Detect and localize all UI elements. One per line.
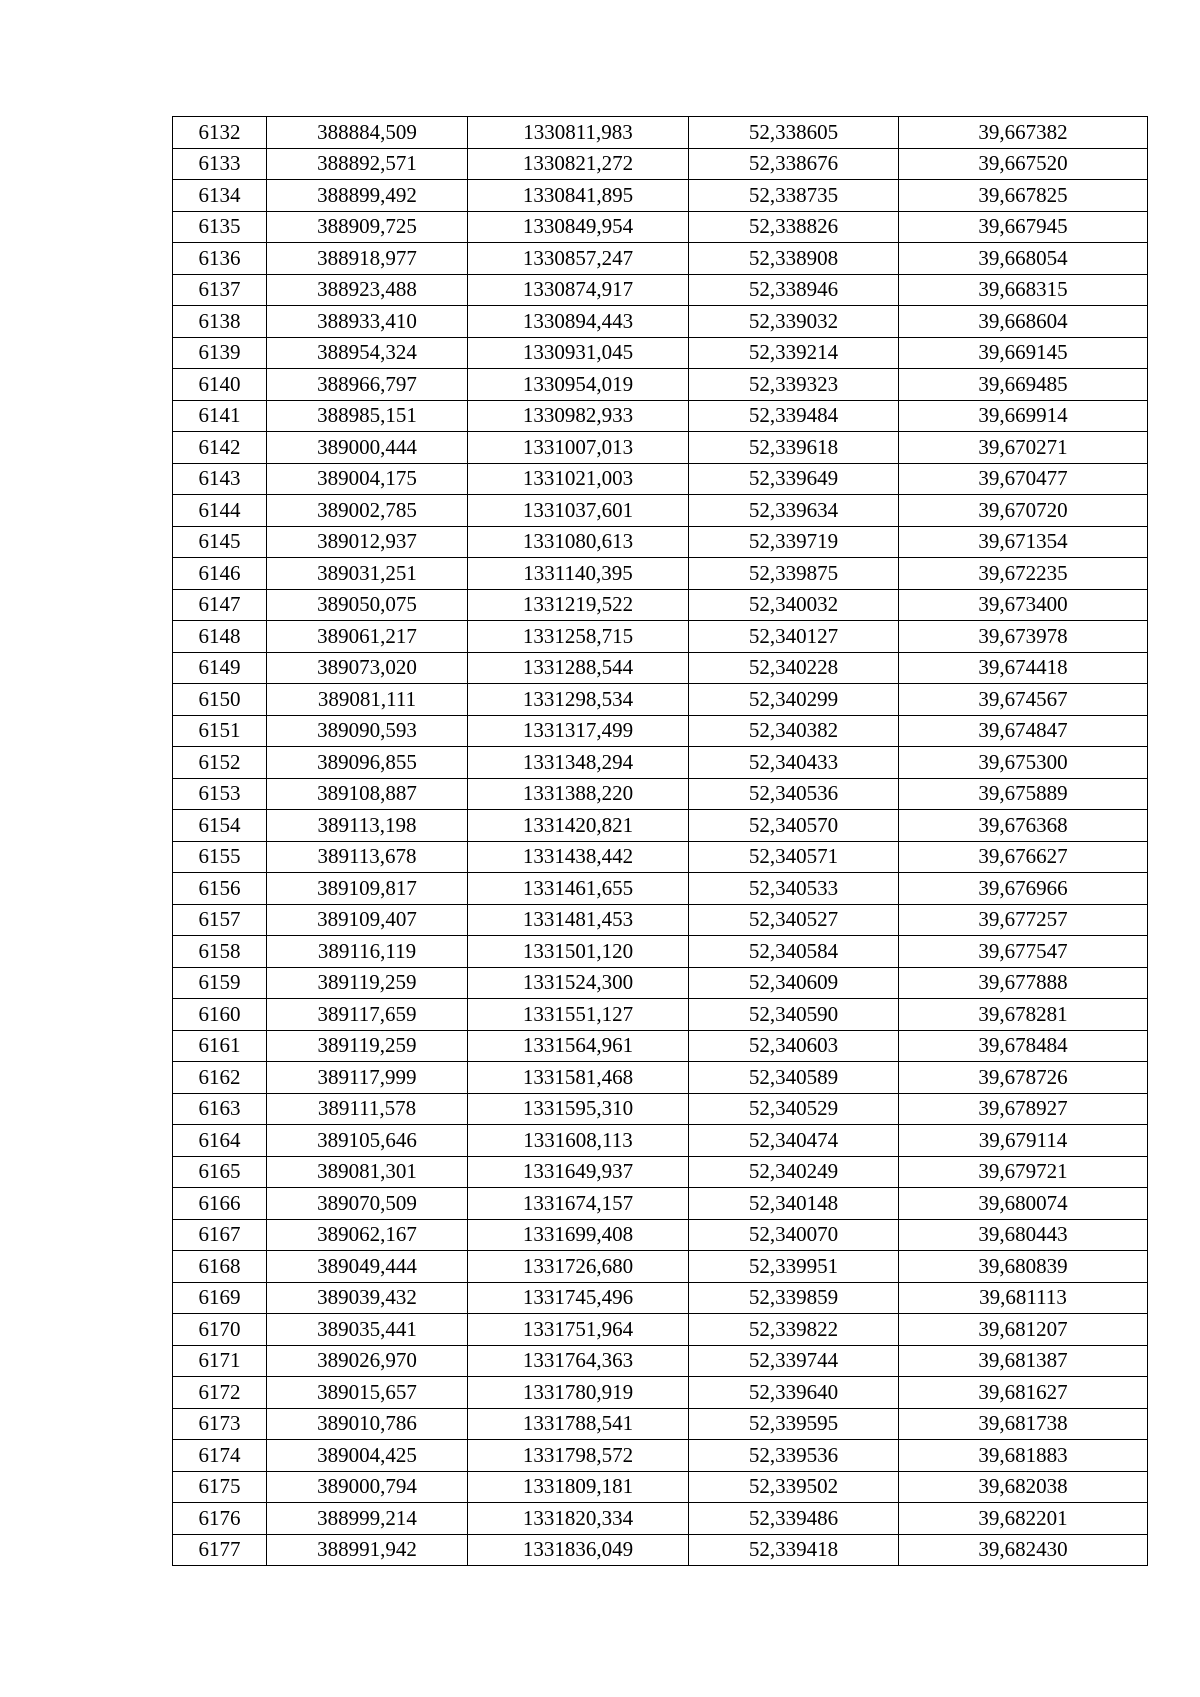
point-number-cell: 6132 [173,117,267,149]
point-number-cell: 6156 [173,873,267,905]
longitude-cell: 39,675300 [899,747,1148,779]
x-coordinate-cell: 389035,441 [267,1314,468,1346]
point-number-cell: 6157 [173,904,267,936]
x-coordinate-cell: 388923,488 [267,274,468,306]
y-coordinate-cell: 1331258,715 [468,621,689,653]
longitude-cell: 39,679721 [899,1156,1148,1188]
point-number-cell: 6162 [173,1062,267,1094]
y-coordinate-cell: 1330821,272 [468,148,689,180]
table-row [173,1125,1148,1157]
y-coordinate-cell: 1331745,496 [468,1282,689,1314]
table-row [173,117,1148,149]
point-number-cell: 6133 [173,148,267,180]
x-coordinate-cell: 389111,578 [267,1093,468,1125]
x-coordinate-cell: 388884,509 [267,117,468,149]
y-coordinate-cell: 1331288,544 [468,652,689,684]
latitude-cell: 52,339634 [689,495,899,527]
latitude-cell: 52,340299 [689,684,899,716]
x-coordinate-cell: 389109,817 [267,873,468,905]
point-number-cell: 6174 [173,1440,267,1472]
x-coordinate-cell: 389117,999 [267,1062,468,1094]
y-coordinate-cell: 1331780,919 [468,1377,689,1409]
point-number-cell: 6165 [173,1156,267,1188]
point-number-cell: 6175 [173,1471,267,1503]
latitude-cell: 52,339859 [689,1282,899,1314]
latitude-cell: 52,340590 [689,999,899,1031]
x-coordinate-cell: 389105,646 [267,1125,468,1157]
x-coordinate-cell: 388966,797 [267,369,468,401]
table-row [173,1471,1148,1503]
y-coordinate-cell: 1331649,937 [468,1156,689,1188]
table-row [173,1503,1148,1535]
table-row [173,463,1148,495]
latitude-cell: 52,340032 [689,589,899,621]
table-row [173,400,1148,432]
latitude-cell: 52,339744 [689,1345,899,1377]
point-number-cell: 6148 [173,621,267,653]
table-row [173,1219,1148,1251]
y-coordinate-cell: 1331798,572 [468,1440,689,1472]
latitude-cell: 52,340070 [689,1219,899,1251]
table-row [173,904,1148,936]
x-coordinate-cell: 389061,217 [267,621,468,653]
table-row [173,1251,1148,1283]
coordinates-table [172,116,1148,1566]
longitude-cell: 39,667945 [899,211,1148,243]
longitude-cell: 39,668054 [899,243,1148,275]
x-coordinate-cell: 389026,970 [267,1345,468,1377]
point-number-cell: 6168 [173,1251,267,1283]
latitude-cell: 52,340527 [689,904,899,936]
y-coordinate-cell: 1331524,300 [468,967,689,999]
latitude-cell: 52,340584 [689,936,899,968]
y-coordinate-cell: 1331726,680 [468,1251,689,1283]
point-number-cell: 6169 [173,1282,267,1314]
table-row [173,1156,1148,1188]
y-coordinate-cell: 1331699,408 [468,1219,689,1251]
y-coordinate-cell: 1331595,310 [468,1093,689,1125]
y-coordinate-cell: 1331037,601 [468,495,689,527]
longitude-cell: 39,673400 [899,589,1148,621]
table-row [173,1282,1148,1314]
latitude-cell: 52,340474 [689,1125,899,1157]
y-coordinate-cell: 1331080,613 [468,526,689,558]
longitude-cell: 39,678281 [899,999,1148,1031]
point-number-cell: 6153 [173,778,267,810]
longitude-cell: 39,674418 [899,652,1148,684]
point-number-cell: 6155 [173,841,267,873]
longitude-cell: 39,681627 [899,1377,1148,1409]
x-coordinate-cell: 389062,167 [267,1219,468,1251]
table-row [173,684,1148,716]
longitude-cell: 39,669914 [899,400,1148,432]
latitude-cell: 52,339536 [689,1440,899,1472]
x-coordinate-cell: 388954,324 [267,337,468,369]
point-number-cell: 6161 [173,1030,267,1062]
x-coordinate-cell: 388991,942 [267,1534,468,1566]
table-row [173,1408,1148,1440]
longitude-cell: 39,681883 [899,1440,1148,1472]
x-coordinate-cell: 389002,785 [267,495,468,527]
point-number-cell: 6136 [173,243,267,275]
y-coordinate-cell: 1331298,534 [468,684,689,716]
point-number-cell: 6145 [173,526,267,558]
point-number-cell: 6150 [173,684,267,716]
latitude-cell: 52,340382 [689,715,899,747]
longitude-cell: 39,682038 [899,1471,1148,1503]
x-coordinate-cell: 388999,214 [267,1503,468,1535]
y-coordinate-cell: 1330931,045 [468,337,689,369]
y-coordinate-cell: 1331836,049 [468,1534,689,1566]
point-number-cell: 6141 [173,400,267,432]
point-number-cell: 6170 [173,1314,267,1346]
table-row [173,1377,1148,1409]
x-coordinate-cell: 389015,657 [267,1377,468,1409]
table-row [173,432,1148,464]
x-coordinate-cell: 389000,444 [267,432,468,464]
latitude-cell: 52,340570 [689,810,899,842]
point-number-cell: 6149 [173,652,267,684]
point-number-cell: 6177 [173,1534,267,1566]
x-coordinate-cell: 388909,725 [267,211,468,243]
longitude-cell: 39,675889 [899,778,1148,810]
latitude-cell: 52,338946 [689,274,899,306]
longitude-cell: 39,679114 [899,1125,1148,1157]
point-number-cell: 6143 [173,463,267,495]
point-number-cell: 6137 [173,274,267,306]
latitude-cell: 52,339618 [689,432,899,464]
x-coordinate-cell: 388899,492 [267,180,468,212]
latitude-cell: 52,339486 [689,1503,899,1535]
point-number-cell: 6134 [173,180,267,212]
latitude-cell: 52,338676 [689,148,899,180]
y-coordinate-cell: 1331461,655 [468,873,689,905]
table-row [173,652,1148,684]
point-number-cell: 6151 [173,715,267,747]
x-coordinate-cell: 388985,151 [267,400,468,432]
x-coordinate-cell: 389081,301 [267,1156,468,1188]
y-coordinate-cell: 1331140,395 [468,558,689,590]
latitude-cell: 52,339484 [689,400,899,432]
x-coordinate-cell: 389004,425 [267,1440,468,1472]
point-number-cell: 6164 [173,1125,267,1157]
longitude-cell: 39,674847 [899,715,1148,747]
x-coordinate-cell: 389117,659 [267,999,468,1031]
point-number-cell: 6166 [173,1188,267,1220]
latitude-cell: 52,340228 [689,652,899,684]
coordinates-table-body [173,117,1148,1566]
longitude-cell: 39,673978 [899,621,1148,653]
table-row [173,306,1148,338]
x-coordinate-cell: 389090,593 [267,715,468,747]
latitude-cell: 52,339875 [689,558,899,590]
latitude-cell: 52,338908 [689,243,899,275]
x-coordinate-cell: 388892,571 [267,148,468,180]
longitude-cell: 39,680074 [899,1188,1148,1220]
longitude-cell: 39,667520 [899,148,1148,180]
table-row [173,337,1148,369]
latitude-cell: 52,340533 [689,873,899,905]
point-number-cell: 6146 [173,558,267,590]
longitude-cell: 39,682430 [899,1534,1148,1566]
y-coordinate-cell: 1331007,013 [468,432,689,464]
table-row [173,243,1148,275]
y-coordinate-cell: 1330811,983 [468,117,689,149]
x-coordinate-cell: 388933,410 [267,306,468,338]
table-row [173,778,1148,810]
longitude-cell: 39,667382 [899,117,1148,149]
table-row [173,747,1148,779]
longitude-cell: 39,676627 [899,841,1148,873]
latitude-cell: 52,340603 [689,1030,899,1062]
x-coordinate-cell: 389109,407 [267,904,468,936]
x-coordinate-cell: 389081,111 [267,684,468,716]
x-coordinate-cell: 389113,678 [267,841,468,873]
x-coordinate-cell: 389108,887 [267,778,468,810]
table-row [173,621,1148,653]
point-number-cell: 6167 [173,1219,267,1251]
latitude-cell: 52,340609 [689,967,899,999]
table-row [173,1440,1148,1472]
latitude-cell: 52,340589 [689,1062,899,1094]
table-row [173,1093,1148,1125]
y-coordinate-cell: 1331581,468 [468,1062,689,1094]
y-coordinate-cell: 1331751,964 [468,1314,689,1346]
x-coordinate-cell: 389000,794 [267,1471,468,1503]
y-coordinate-cell: 1330857,247 [468,243,689,275]
y-coordinate-cell: 1331501,120 [468,936,689,968]
table-row [173,211,1148,243]
x-coordinate-cell: 388918,977 [267,243,468,275]
latitude-cell: 52,339032 [689,306,899,338]
x-coordinate-cell: 389004,175 [267,463,468,495]
longitude-cell: 39,676966 [899,873,1148,905]
y-coordinate-cell: 1331420,821 [468,810,689,842]
longitude-cell: 39,681387 [899,1345,1148,1377]
x-coordinate-cell: 389012,937 [267,526,468,558]
table-row [173,967,1148,999]
y-coordinate-cell: 1331348,294 [468,747,689,779]
table-row [173,841,1148,873]
latitude-cell: 52,339502 [689,1471,899,1503]
table-row [173,1345,1148,1377]
longitude-cell: 39,678484 [899,1030,1148,1062]
point-number-cell: 6152 [173,747,267,779]
point-number-cell: 6142 [173,432,267,464]
y-coordinate-cell: 1331481,453 [468,904,689,936]
point-number-cell: 6176 [173,1503,267,1535]
y-coordinate-cell: 1331764,363 [468,1345,689,1377]
longitude-cell: 39,677888 [899,967,1148,999]
x-coordinate-cell: 389119,259 [267,1030,468,1062]
longitude-cell: 39,677547 [899,936,1148,968]
y-coordinate-cell: 1331809,181 [468,1471,689,1503]
x-coordinate-cell: 389116,119 [267,936,468,968]
longitude-cell: 39,667825 [899,180,1148,212]
y-coordinate-cell: 1331021,003 [468,463,689,495]
table-row [173,873,1148,905]
latitude-cell: 52,340571 [689,841,899,873]
y-coordinate-cell: 1331674,157 [468,1188,689,1220]
y-coordinate-cell: 1331551,127 [468,999,689,1031]
table-row [173,369,1148,401]
x-coordinate-cell: 389119,259 [267,967,468,999]
longitude-cell: 39,668604 [899,306,1148,338]
table-row [173,274,1148,306]
x-coordinate-cell: 389050,075 [267,589,468,621]
point-number-cell: 6159 [173,967,267,999]
point-number-cell: 6139 [173,337,267,369]
table-row [173,180,1148,212]
latitude-cell: 52,339649 [689,463,899,495]
longitude-cell: 39,682201 [899,1503,1148,1535]
point-number-cell: 6158 [173,936,267,968]
longitude-cell: 39,680839 [899,1251,1148,1283]
latitude-cell: 52,338735 [689,180,899,212]
longitude-cell: 39,681738 [899,1408,1148,1440]
y-coordinate-cell: 1330894,443 [468,306,689,338]
longitude-cell: 39,668315 [899,274,1148,306]
longitude-cell: 39,680443 [899,1219,1148,1251]
point-number-cell: 6171 [173,1345,267,1377]
longitude-cell: 39,677257 [899,904,1148,936]
latitude-cell: 52,340536 [689,778,899,810]
longitude-cell: 39,678726 [899,1062,1148,1094]
longitude-cell: 39,669485 [899,369,1148,401]
point-number-cell: 6173 [173,1408,267,1440]
longitude-cell: 39,672235 [899,558,1148,590]
y-coordinate-cell: 1330841,895 [468,180,689,212]
latitude-cell: 52,340433 [689,747,899,779]
latitude-cell: 52,339323 [689,369,899,401]
latitude-cell: 52,338826 [689,211,899,243]
latitude-cell: 52,338605 [689,117,899,149]
latitude-cell: 52,339719 [689,526,899,558]
x-coordinate-cell: 389049,444 [267,1251,468,1283]
latitude-cell: 52,339595 [689,1408,899,1440]
point-number-cell: 6154 [173,810,267,842]
point-number-cell: 6160 [173,999,267,1031]
longitude-cell: 39,670720 [899,495,1148,527]
x-coordinate-cell: 389070,509 [267,1188,468,1220]
table-row [173,495,1148,527]
table-row [173,810,1148,842]
x-coordinate-cell: 389113,198 [267,810,468,842]
y-coordinate-cell: 1330874,917 [468,274,689,306]
x-coordinate-cell: 389073,020 [267,652,468,684]
y-coordinate-cell: 1330982,933 [468,400,689,432]
point-number-cell: 6172 [173,1377,267,1409]
table-row [173,558,1148,590]
table-row [173,936,1148,968]
table-row [173,999,1148,1031]
longitude-cell: 39,676368 [899,810,1148,842]
longitude-cell: 39,669145 [899,337,1148,369]
x-coordinate-cell: 389039,432 [267,1282,468,1314]
latitude-cell: 52,339640 [689,1377,899,1409]
y-coordinate-cell: 1330954,019 [468,369,689,401]
x-coordinate-cell: 389010,786 [267,1408,468,1440]
y-coordinate-cell: 1331564,961 [468,1030,689,1062]
point-number-cell: 6147 [173,589,267,621]
latitude-cell: 52,340249 [689,1156,899,1188]
x-coordinate-cell: 389096,855 [267,747,468,779]
table-row [173,589,1148,621]
latitude-cell: 52,339214 [689,337,899,369]
table-row [173,1534,1148,1566]
table-row [173,715,1148,747]
point-number-cell: 6138 [173,306,267,338]
longitude-cell: 39,674567 [899,684,1148,716]
table-row [173,148,1148,180]
y-coordinate-cell: 1331219,522 [468,589,689,621]
y-coordinate-cell: 1330849,954 [468,211,689,243]
latitude-cell: 52,340529 [689,1093,899,1125]
y-coordinate-cell: 1331317,499 [468,715,689,747]
y-coordinate-cell: 1331388,220 [468,778,689,810]
longitude-cell: 39,671354 [899,526,1148,558]
table-row [173,1188,1148,1220]
point-number-cell: 6140 [173,369,267,401]
point-number-cell: 6135 [173,211,267,243]
latitude-cell: 52,339418 [689,1534,899,1566]
y-coordinate-cell: 1331788,541 [468,1408,689,1440]
table-row [173,1062,1148,1094]
longitude-cell: 39,681207 [899,1314,1148,1346]
table-row [173,1030,1148,1062]
longitude-cell: 39,670477 [899,463,1148,495]
point-number-cell: 6163 [173,1093,267,1125]
point-number-cell: 6144 [173,495,267,527]
longitude-cell: 39,681113 [899,1282,1148,1314]
x-coordinate-cell: 389031,251 [267,558,468,590]
latitude-cell: 52,340148 [689,1188,899,1220]
latitude-cell: 52,340127 [689,621,899,653]
y-coordinate-cell: 1331608,113 [468,1125,689,1157]
y-coordinate-cell: 1331820,334 [468,1503,689,1535]
y-coordinate-cell: 1331438,442 [468,841,689,873]
table-row [173,526,1148,558]
longitude-cell: 39,670271 [899,432,1148,464]
table-row [173,1314,1148,1346]
longitude-cell: 39,678927 [899,1093,1148,1125]
latitude-cell: 52,339822 [689,1314,899,1346]
latitude-cell: 52,339951 [689,1251,899,1283]
